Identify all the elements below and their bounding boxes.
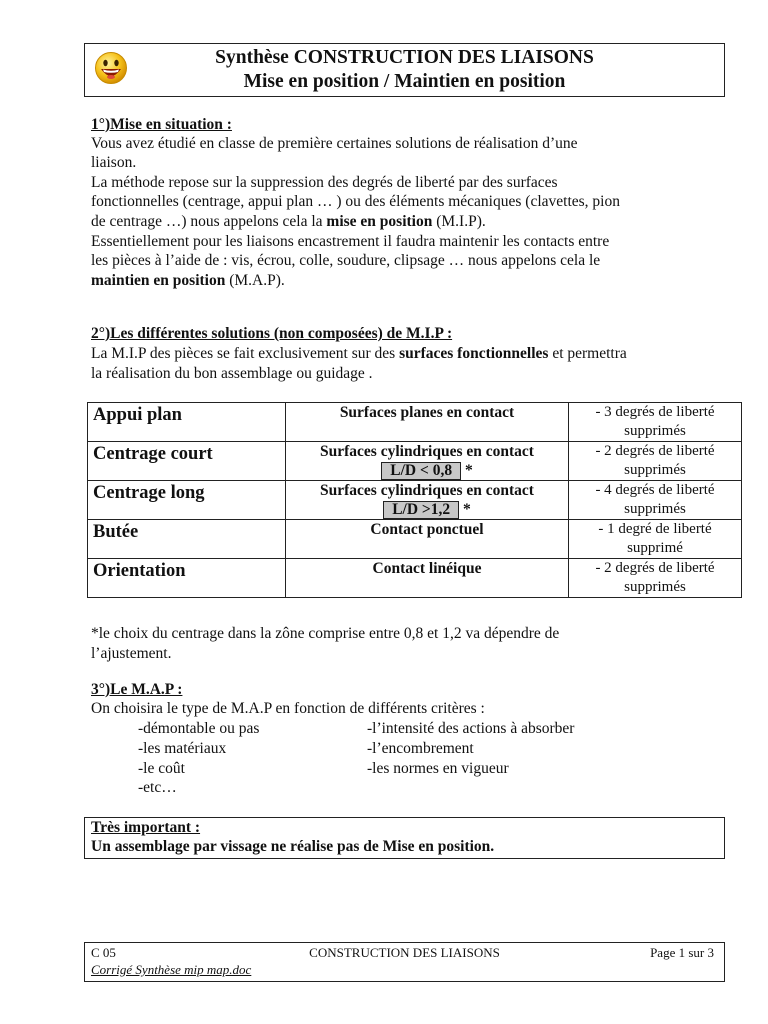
asterisk: *	[463, 501, 471, 518]
important-text: Un assemblage par vissage ne réalise pas de Mise en position.	[91, 838, 495, 855]
section-1-text: Essentiellement pour les liaisons encastrement il faudra maintenir les contacts entre	[91, 233, 610, 250]
section-2-text	[91, 344, 627, 363]
ratio-highlight: L/D >1,2	[383, 501, 459, 519]
surface-type: Contact linéique	[372, 560, 482, 577]
dof-line-1: - 1 degré de liberté	[598, 521, 712, 537]
criteria-item: -l’encombrement	[367, 740, 474, 757]
section-2-text: la réalisation du bon assemblage ou guidage .	[91, 365, 373, 382]
ratio-line	[286, 461, 568, 480]
dof-cell	[569, 520, 742, 559]
dof-line-1: - 4 degrés de liberté	[595, 482, 715, 498]
map-term: maintien en position	[91, 272, 226, 289]
solution-name: Butée	[88, 520, 286, 559]
text-span: (M.I.P).	[432, 213, 486, 230]
surface-type: Surfaces cylindriques en contact	[320, 443, 534, 460]
title-box	[84, 43, 725, 97]
section-1-text: Vous avez étudié en classe de première certaines solutions de réalisation d’une	[91, 135, 578, 152]
dof-cell	[569, 403, 742, 442]
criteria-item: -les matériaux	[138, 740, 227, 757]
footer-filename: Corrigé Synthèse mip map.doc	[91, 962, 252, 977]
dof-line-2: supprimé	[627, 540, 683, 556]
surface-cell	[286, 559, 569, 598]
title-line-2: Mise en position / Maintien en position	[243, 71, 566, 92]
asterisk: *	[464, 462, 473, 479]
text-span: de centrage …) nous appelons cela la	[91, 213, 327, 230]
surface-cell	[286, 520, 569, 559]
text-span: (M.A.P).	[225, 272, 285, 289]
surface-cell	[286, 481, 569, 520]
important-box	[84, 817, 725, 859]
dof-line-1: - 2 degrés de liberté	[595, 443, 715, 459]
mip-solutions-table	[87, 402, 742, 598]
criteria-item: -l’intensité des actions à absorber	[367, 720, 575, 737]
surface-type: Surfaces planes en contact	[339, 404, 515, 421]
dof-line-2: supprimés	[624, 579, 686, 595]
title-line-1: Synthèse CONSTRUCTION DES LIAISONS	[215, 47, 594, 68]
dof-cell	[569, 442, 742, 481]
solution-name: Centrage long	[88, 481, 286, 520]
footnote-text: *le choix du centrage dans la zône comprise entre 0,8 et 1,2 va dépendre de	[91, 625, 560, 642]
table-row	[88, 481, 742, 520]
surface-cell	[286, 442, 569, 481]
section-3-intro: On choisira le type de M.A.P en fonction de différents critères :	[91, 700, 485, 717]
section-1-text: La méthode repose sur la suppression des degrés de liberté par des surfaces	[91, 174, 558, 191]
table-row	[88, 442, 742, 481]
criteria-item: -etc…	[138, 779, 177, 796]
dof-line-2: supprimés	[624, 423, 686, 439]
section-1-text: liaison.	[91, 154, 137, 171]
dof-cell	[569, 481, 742, 520]
text-span: La M.I.P des pièces se fait exclusivement sur des	[91, 345, 400, 362]
criteria-item: -les normes en vigueur	[367, 760, 509, 777]
page-footer	[84, 942, 725, 982]
footer-page-number: Page 1 sur 3	[650, 945, 714, 960]
ratio-highlight: L/D < 0,8	[381, 462, 461, 480]
solution-name: Centrage court	[88, 442, 286, 481]
section-3-heading: 3°)Le M.A.P :	[91, 681, 183, 698]
footer-code: C 05	[91, 945, 116, 960]
criteria-item: -le coût	[138, 760, 185, 777]
table-row	[88, 520, 742, 559]
criteria-item: -démontable ou pas	[138, 720, 260, 737]
ratio-line	[286, 500, 568, 519]
important-heading: Très important :	[91, 819, 201, 836]
dof-cell	[569, 559, 742, 598]
solution-name: Appui plan	[88, 403, 286, 442]
section-1-heading: 1°)Mise en situation :	[91, 116, 232, 133]
section-1-text	[91, 212, 486, 231]
footnote-text: l’ajustement.	[91, 645, 172, 662]
footer-title: CONSTRUCTION DES LIAISONS	[309, 945, 500, 960]
surface-type: Surfaces cylindriques en contact	[320, 482, 534, 499]
section-1-text: fonctionnelles (centrage, appui plan … ) ou des éléments mécaniques (clavettes, pion	[91, 193, 620, 210]
dof-line-1: - 3 degrés de liberté	[595, 404, 715, 420]
surface-cell	[286, 403, 569, 442]
section-1-text	[91, 271, 285, 290]
dof-line-1: - 2 degrés de liberté	[595, 560, 715, 576]
mip-term: mise en position	[326, 213, 433, 230]
dof-line-2: supprimés	[624, 462, 686, 478]
table-row	[88, 403, 742, 442]
solution-name: Orientation	[88, 559, 286, 598]
section-1-text: les pièces à l’aide de : vis, écrou, colle, soudure, clipsage … nous appelons cela le	[91, 252, 601, 269]
functional-surfaces-term: surfaces fonctionnelles	[399, 345, 549, 362]
text-span: et permettra	[548, 345, 627, 362]
dof-line-2: supprimés	[624, 501, 686, 517]
surface-type: Contact ponctuel	[370, 521, 484, 538]
table-row	[88, 559, 742, 598]
section-2-heading: 2°)Les différentes solutions (non composées) de M.I.P :	[91, 325, 453, 342]
